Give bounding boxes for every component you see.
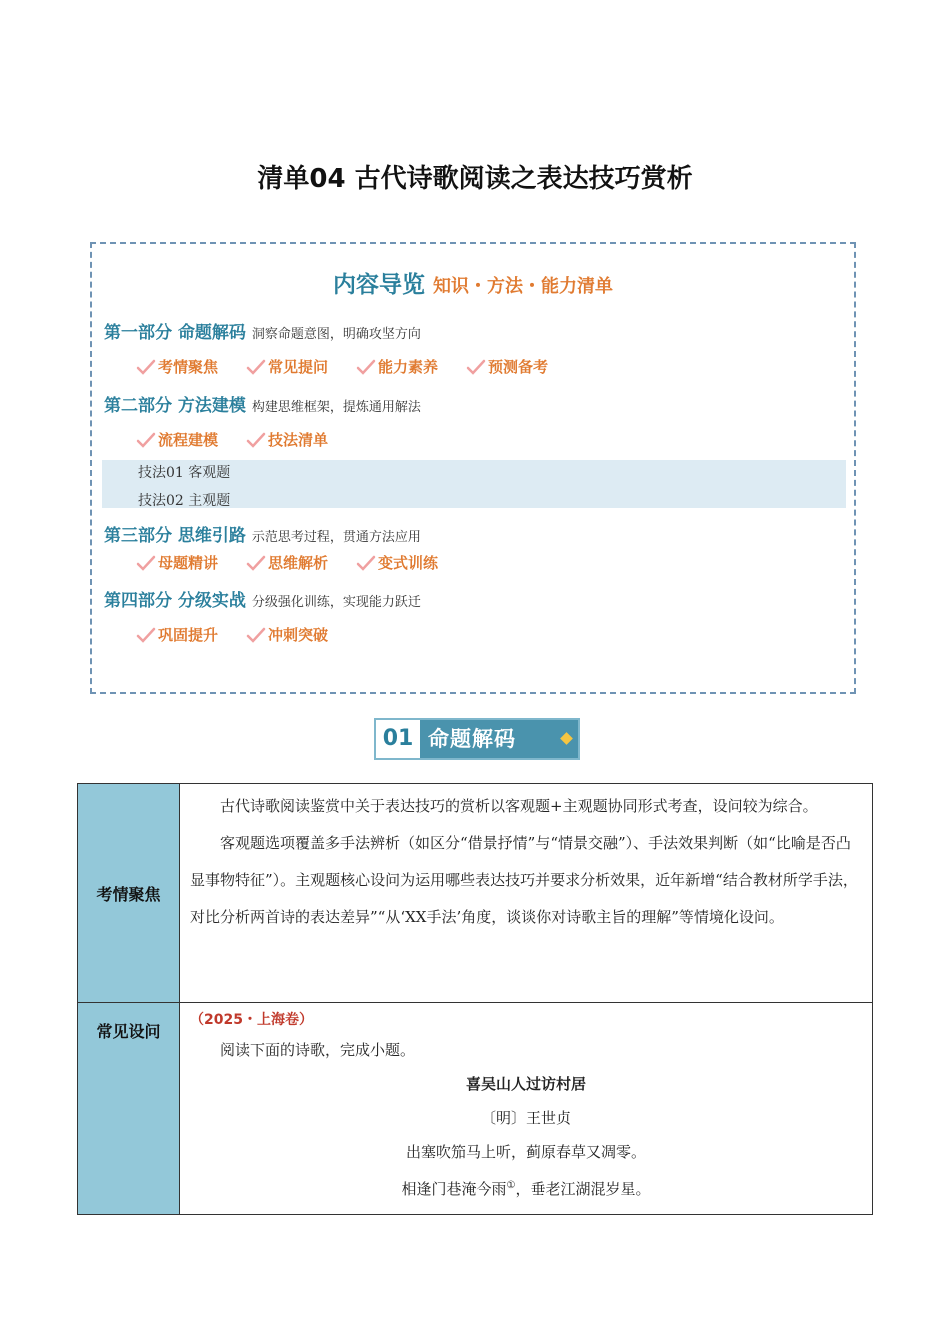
tag-item: 能力素养 bbox=[356, 356, 438, 377]
part-4-tags bbox=[136, 624, 356, 645]
check-icon bbox=[136, 627, 156, 643]
guide-heading bbox=[92, 266, 854, 299]
guide-title: 内容导览 bbox=[333, 272, 425, 298]
page-title: 清单04 古代诗歌阅读之表达技巧赏析 bbox=[257, 164, 693, 194]
part-3-desc: 示范思考过程，贯通方法应用 bbox=[251, 530, 421, 545]
row-label: 常见设问 bbox=[78, 1003, 180, 1215]
section-label: 命题解码 bbox=[428, 727, 516, 751]
part-4-name: 第四部分 分级实战 bbox=[104, 591, 246, 611]
guide-subtitle: 知识・方法・能力清单 bbox=[433, 276, 613, 297]
check-icon bbox=[136, 359, 156, 375]
poem-line: 相逢门巷淹今雨①，垂老江湖混岁星。 bbox=[401, 1180, 651, 1198]
row-label: 考情聚焦 bbox=[78, 784, 180, 1003]
tag-item: 技法清单 bbox=[246, 429, 328, 450]
part-1-tags bbox=[136, 356, 576, 377]
method-item: 技法02 主观题 bbox=[138, 493, 231, 509]
poem-author: 〔明〕王世贞 bbox=[480, 1109, 571, 1127]
instruction: 阅读下面的诗歌，完成小题。 bbox=[220, 1041, 416, 1059]
tag-item: 考情聚焦 bbox=[136, 356, 218, 377]
footnote-mark: ① bbox=[506, 1180, 516, 1191]
part-1-heading bbox=[104, 318, 421, 343]
poem-line: 出塞吹笳马上听，蓟原春草又凋零。 bbox=[405, 1143, 646, 1161]
tag-item: 变式训练 bbox=[356, 552, 438, 573]
check-icon bbox=[246, 432, 266, 448]
paragraph: 客观题选项覆盖多手法辨析（如区分“借景抒情”与“情景交融”）、手法效果判断（如“比喻是否凸显事物特征”）。主观题核心设问为运用哪些表达技巧并要求分析效果，近年新增“结合教材所学手法，对比分析两首诗的表达差异”“从‘XX手法’角度，谈谈你对诗歌主旨的理解”等情境化设问。 bbox=[190, 834, 858, 926]
paragraph: 古代诗歌阅读鉴赏中关于表达技巧的赏析以客观题+主观题协同形式考查，设问较为综合。 bbox=[220, 797, 818, 815]
part-3-heading bbox=[104, 521, 421, 546]
tag-item: 常见提问 bbox=[246, 356, 328, 377]
tag-item: 巩固提升 bbox=[136, 624, 218, 645]
section-number: 01 bbox=[376, 720, 420, 758]
check-icon bbox=[246, 555, 266, 571]
table-row bbox=[78, 1003, 873, 1215]
section-banner bbox=[374, 718, 580, 760]
part-1-name: 第一部分 命题解码 bbox=[104, 323, 246, 343]
check-icon bbox=[246, 359, 266, 375]
part-3-tags bbox=[136, 552, 466, 573]
check-icon bbox=[136, 555, 156, 571]
part-1-desc: 洞察命题意图，明确攻坚方向 bbox=[251, 327, 421, 342]
table-row bbox=[78, 784, 873, 1003]
part-2-name: 第二部分 方法建模 bbox=[104, 396, 246, 416]
part-4-heading bbox=[104, 586, 421, 611]
tag-item: 母题精讲 bbox=[136, 552, 218, 573]
check-icon bbox=[356, 555, 376, 571]
row-content bbox=[180, 784, 873, 1003]
part-2-tags bbox=[136, 429, 356, 450]
method-list bbox=[102, 460, 846, 508]
part-2-heading bbox=[104, 391, 421, 416]
check-icon bbox=[466, 359, 486, 375]
poem-title: 喜吴山人过访村居 bbox=[465, 1075, 586, 1093]
info-table bbox=[77, 783, 873, 1215]
check-icon bbox=[356, 359, 376, 375]
part-3-name: 第三部分 思维引路 bbox=[104, 526, 246, 546]
check-icon bbox=[246, 627, 266, 643]
part-2-desc: 构建思维框架，提炼通用解法 bbox=[251, 400, 421, 415]
method-item: 技法01 客观题 bbox=[138, 465, 231, 481]
tag-item: 冲刺突破 bbox=[246, 624, 328, 645]
diamond-icon bbox=[560, 732, 573, 745]
check-icon bbox=[136, 432, 156, 448]
exam-source: （2025・上海卷） bbox=[190, 1012, 313, 1028]
tag-item: 流程建模 bbox=[136, 429, 218, 450]
tag-item: 预测备考 bbox=[466, 356, 548, 377]
part-4-desc: 分级强化训练，实现能力跃迁 bbox=[251, 595, 421, 610]
row-content bbox=[180, 1003, 873, 1215]
tag-item: 思维解析 bbox=[246, 552, 328, 573]
content-guide-box bbox=[90, 242, 856, 694]
